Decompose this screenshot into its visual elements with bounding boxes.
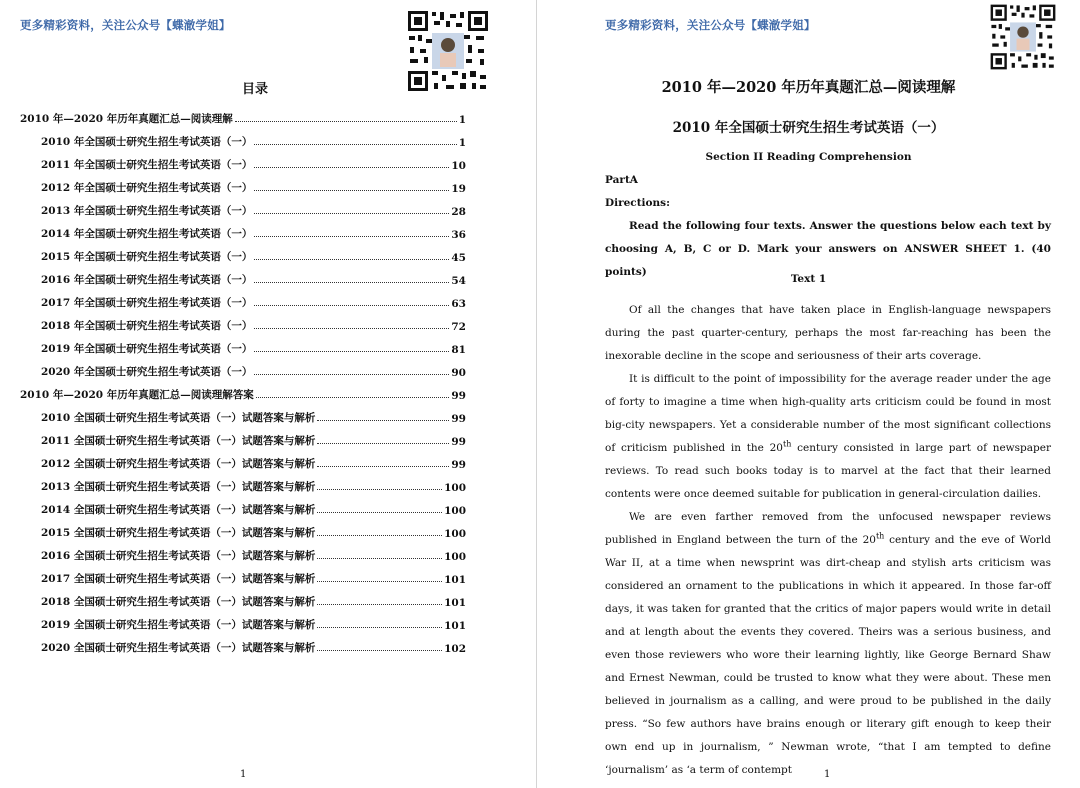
toc-leader-dots — [254, 167, 449, 168]
toc-entry-title: 2017 全国硕士研究生招生考试英语（一）试题答案与解析 — [41, 573, 316, 585]
toc-entry[interactable] — [20, 218, 466, 241]
toc-entry-page: 1 — [458, 114, 466, 126]
toc-entry-page: 100 — [444, 505, 466, 517]
toc-entry-page: 19 — [451, 183, 466, 195]
paragraph-2-a: It is difficult to the point of impossibility for the average reader under the age of forty to imagine a time when high-quality arts criticism could be found in most big-city newspapers. Yet a considerable number of the most significant collections of criticism published in the 20 — [605, 373, 1051, 454]
toc-entry-page: 45 — [451, 252, 466, 264]
toc-leader-dots — [317, 581, 442, 582]
toc-entry[interactable] — [20, 172, 466, 195]
toc-entry-page: 10 — [451, 160, 466, 172]
toc-entry-title: 2012 年全国硕士研究生招生考试英语（一） — [41, 182, 253, 194]
toc-entry[interactable] — [20, 563, 466, 586]
toc-entry-title: 2016 全国硕士研究生招生考试英语（一）试题答案与解析 — [41, 550, 316, 562]
toc-leader-dots — [254, 328, 449, 329]
paragraph-2 — [605, 368, 1051, 506]
toc-leader-dots — [254, 351, 449, 352]
toc-leader-dots — [254, 259, 449, 260]
toc-entry-title: 2013 年全国硕士研究生招生考试英语（一） — [41, 205, 253, 217]
toc-entry[interactable] — [20, 540, 466, 563]
toc-entry[interactable] — [20, 103, 466, 126]
toc-entry-title: 2017 年全国硕士研究生招生考试英语（一） — [41, 297, 253, 309]
exam-subtitle: 2010 年全国硕士研究生招生考试英语（一） — [672, 120, 945, 136]
toc-entry-page: 63 — [451, 298, 466, 310]
toc-entry-title: 2011 全国硕士研究生招生考试英语（一）试题答案与解析 — [41, 435, 316, 447]
toc-entry[interactable] — [20, 517, 466, 540]
toc-entry-page: 99 — [451, 390, 466, 402]
table-of-contents — [20, 103, 466, 655]
toc-entry-page: 100 — [444, 551, 466, 563]
right-page — [537, 0, 1080, 788]
toc-entry[interactable] — [20, 287, 466, 310]
toc-entry-title: 2010 年全国硕士研究生招生考试英语（一） — [41, 136, 253, 148]
directions-label: Directions: — [605, 197, 670, 209]
toc-entry-title: 2013 全国硕士研究生招生考试英语（一）试题答案与解析 — [41, 481, 316, 493]
toc-leader-dots — [317, 443, 449, 444]
toc-entry-title: 2019 年全国硕士研究生招生考试英语（一） — [41, 343, 253, 355]
toc-entry-title: 2020 年全国硕士研究生招生考试英语（一） — [41, 366, 253, 378]
toc-entry-title: 2020 全国硕士研究生招生考试英语（一）试题答案与解析 — [41, 642, 316, 654]
toc-entry-page: 99 — [451, 413, 466, 425]
paragraph-1: Of all the changes that have taken place in English-language newspapers during the past quarter-century, perhaps the most far-reaching has been the inexorable decline in the scope and seriousness of their arts coverage. — [605, 304, 1051, 362]
toc-leader-dots — [317, 535, 442, 536]
toc-entry-title: 2019 全国硕士研究生招生考试英语（一）试题答案与解析 — [41, 619, 316, 631]
toc-leader-dots — [256, 397, 450, 398]
toc-leader-dots — [317, 650, 442, 651]
toc-entry-title: 2014 年全国硕士研究生招生考试英语（一） — [41, 228, 253, 240]
toc-entry-title: 2016 年全国硕士研究生招生考试英语（一） — [41, 274, 253, 286]
toc-entry[interactable] — [20, 356, 466, 379]
toc-entry-page: 90 — [451, 367, 466, 379]
toc-entry[interactable] — [20, 379, 466, 402]
toc-entry[interactable] — [20, 494, 466, 517]
toc-entry-title: 2014 全国硕士研究生招生考试英语（一）试题答案与解析 — [41, 504, 316, 516]
toc-entry[interactable] — [20, 310, 466, 333]
right-page-number: 1 — [824, 769, 831, 780]
toc-entry[interactable] — [20, 425, 466, 448]
toc-entry-page: 81 — [451, 344, 466, 356]
toc-entry[interactable] — [20, 126, 466, 149]
toc-entry-title: 2010 年—2020 年历年真题汇总—阅读理解 — [20, 113, 233, 125]
toc-leader-dots — [317, 512, 442, 513]
toc-entry-page: 101 — [444, 574, 466, 586]
toc-leader-dots — [235, 121, 457, 122]
toc-entry-page: 99 — [451, 436, 466, 448]
toc-entry-title: 2015 全国硕士研究生招生考试英语（一）试题答案与解析 — [41, 527, 316, 539]
toc-entry-title: 2010 全国硕士研究生招生考试英语（一）试题答案与解析 — [41, 412, 316, 424]
paragraph-3-b: century and the eve of World War II, at a time when newsprint was dirt-cheap and stylish arts criticism was considered an ornament to the publications in which it appeared. In those far-off days, it was taken for granted that the critics of major papers would write in detail and at length about the events they covered. Theirs was a serious business, and even those reviewers who wore their learning lightly, like George Bernard Shaw and Ernest Newman, could be trusted to know what they were about. These men believed in journalism as a calling, and were proud to be published in the daily press. “So few authors have brains enough or literary gift enough to keep their own end up in journalism, ” Newman wrote, “that I am tempted to define ‘journalism’ as ‘a term of contempt — [605, 534, 1052, 776]
toc-entry[interactable] — [20, 195, 466, 218]
toc-leader-dots — [317, 489, 442, 490]
toc-entry-title: 2012 全国硕士研究生招生考试英语（一）试题答案与解析 — [41, 458, 316, 470]
qr-code-icon — [989, 3, 1057, 71]
paragraph-3-a: We are even farther removed from the unfocused newspaper reviews published in England between the turn of the 20 — [605, 511, 1051, 546]
toc-entry-page: 101 — [444, 597, 466, 609]
toc-entry-page: 102 — [444, 643, 466, 655]
text-label: Text 1 — [790, 273, 827, 285]
toc-entry[interactable] — [20, 333, 466, 356]
toc-entry-page: 100 — [444, 482, 466, 494]
toc-entry-title: 2015 年全国硕士研究生招生考试英语（一） — [41, 251, 253, 263]
toc-leader-dots — [254, 190, 449, 191]
toc-entry-page: 101 — [444, 620, 466, 632]
toc-entry[interactable] — [20, 241, 466, 264]
toc-entry-title: 2010 年—2020 年历年真题汇总—阅读理解答案 — [20, 389, 254, 401]
paragraph-3 — [605, 506, 1051, 782]
toc-leader-dots — [254, 236, 449, 237]
toc-entry[interactable] — [20, 586, 466, 609]
toc-entry-title: 2018 全国硕士研究生招生考试英语（一）试题答案与解析 — [41, 596, 316, 608]
part-label: PartA — [605, 174, 638, 186]
directions-text: Read the following four texts. Answer the questions below each text by choosing A, B, C or D. Mark your answers on ANSWER SHEET 1. (40 points) — [605, 220, 1051, 278]
toc-leader-dots — [317, 466, 449, 467]
toc-leader-dots — [317, 627, 442, 628]
toc-title: 目录 — [241, 82, 268, 97]
toc-leader-dots — [254, 144, 456, 145]
toc-entry-page: 100 — [444, 528, 466, 540]
paragraph-2-b: century consisted in large part of newspaper reviews. To read such books today is to marvel at the fact that their learned contents were once deemed suitable for publication in general-circulation dailies. — [605, 442, 1051, 500]
toc-entry-page: 54 — [451, 275, 466, 287]
toc-entry-title: 2011 年全国硕士研究生招生考试英语（一） — [41, 159, 253, 171]
toc-leader-dots — [254, 213, 449, 214]
toc-leader-dots — [317, 604, 442, 605]
toc-entry[interactable] — [20, 149, 466, 172]
left-page — [0, 0, 536, 788]
toc-entry[interactable] — [20, 402, 466, 425]
section-heading: Section II Reading Comprehension — [705, 151, 912, 163]
toc-leader-dots — [254, 282, 449, 283]
toc-leader-dots — [317, 558, 442, 559]
toc-entry[interactable] — [20, 471, 466, 494]
toc-entry[interactable] — [20, 448, 466, 471]
toc-entry-page: 1 — [458, 137, 466, 149]
toc-entry-page: 72 — [451, 321, 466, 333]
passage-body — [605, 299, 1051, 782]
toc-leader-dots — [254, 374, 449, 375]
superscript-th: th — [875, 531, 885, 541]
left-page-number: 1 — [240, 769, 247, 780]
toc-entry-page: 99 — [451, 459, 466, 471]
toc-leader-dots — [254, 305, 449, 306]
right-header-text: 更多精彩资料，关注公众号【蝶澈学姐】 — [605, 18, 816, 32]
toc-leader-dots — [317, 420, 449, 421]
toc-entry[interactable] — [20, 264, 466, 287]
toc-entry[interactable] — [20, 632, 466, 655]
toc-entry-page: 28 — [451, 206, 466, 218]
document-title: 2010 年—2020 年历年真题汇总—阅读理解 — [661, 79, 956, 96]
left-header-text: 更多精彩资料，关注公众号【蝶澈学姐】 — [20, 18, 231, 32]
toc-entry-title: 2018 年全国硕士研究生招生考试英语（一） — [41, 320, 253, 332]
toc-entry[interactable] — [20, 609, 466, 632]
superscript-th: th — [783, 439, 792, 449]
toc-entry-page: 36 — [451, 229, 466, 241]
